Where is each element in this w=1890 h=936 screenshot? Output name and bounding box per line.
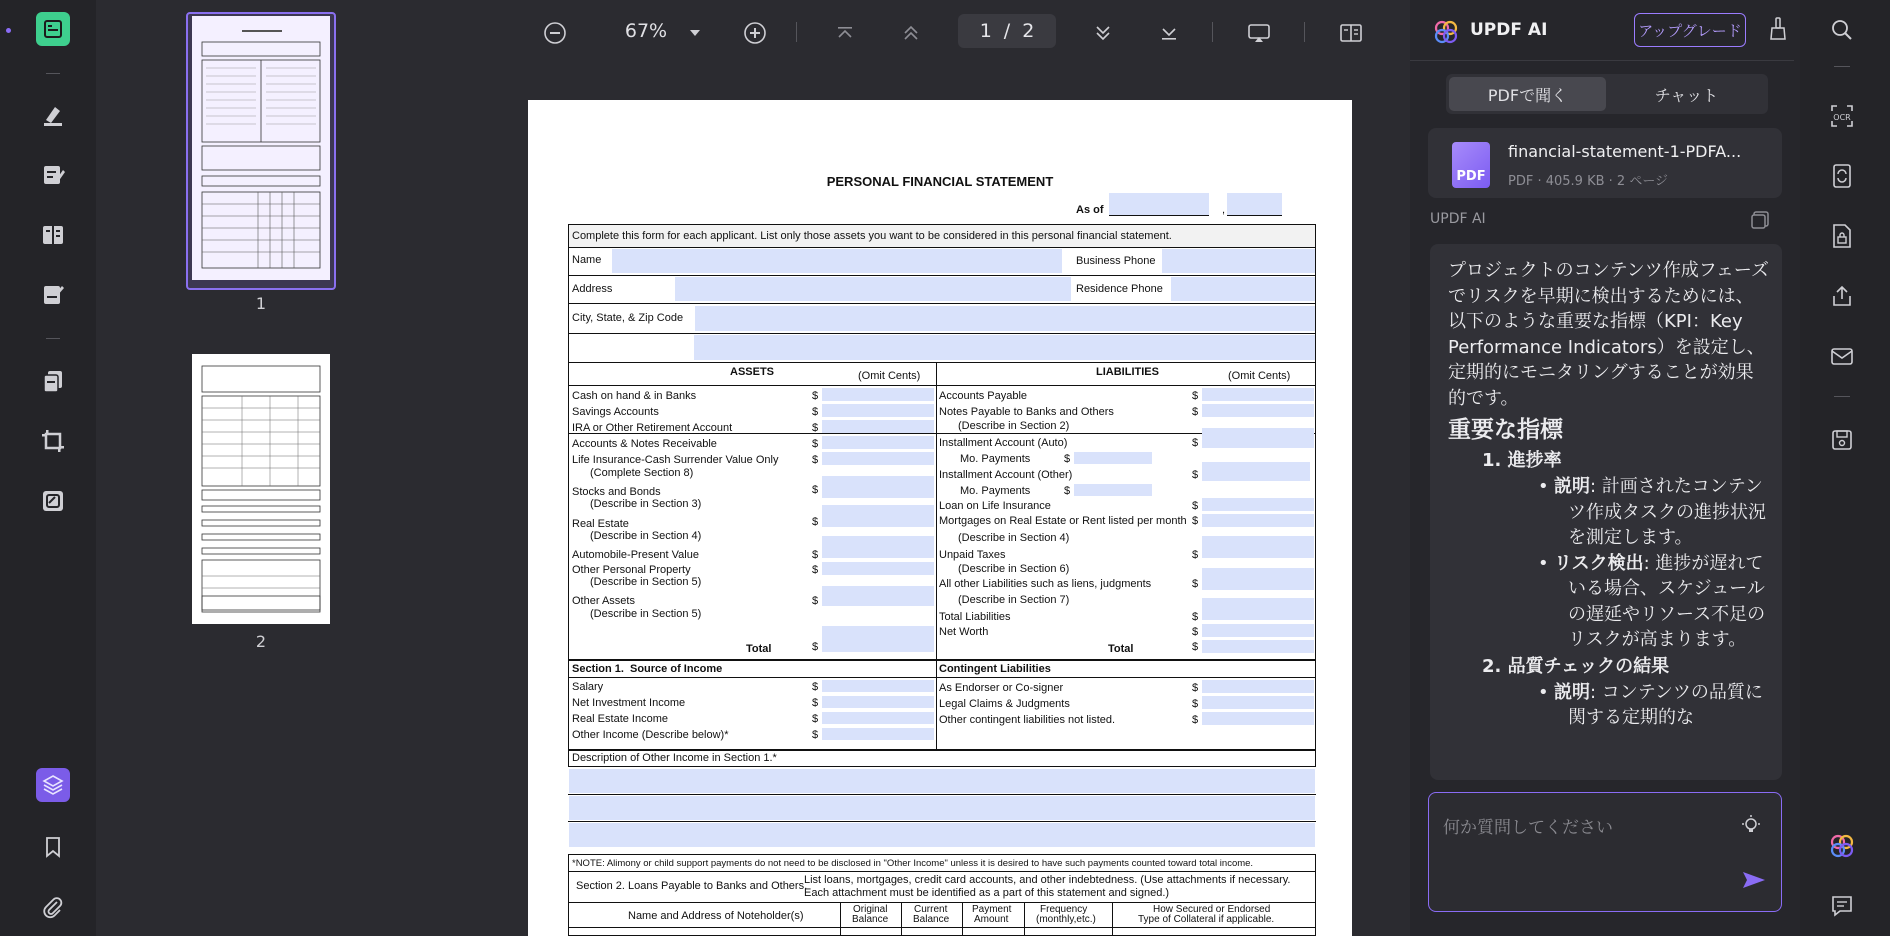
liability-value-field[interactable] — [1202, 428, 1314, 448]
zoom-out-button[interactable] — [542, 20, 568, 46]
asset-label: Life Insurance-Cash Surrender Value Only — [572, 454, 779, 466]
city-field[interactable] — [695, 306, 1315, 331]
bookmark-icon — [42, 835, 64, 859]
liability-label: Mo. Payments — [960, 485, 1031, 497]
dollar: $ — [812, 681, 819, 693]
contingent-row-label: Legal Claims & Judgments — [939, 698, 1070, 710]
document-page — [528, 100, 1352, 936]
bullet-label: リスク検出 — [1554, 552, 1644, 574]
income-label: Net Investment Income — [572, 697, 686, 709]
dollar: $ — [1192, 549, 1199, 561]
thumbnail-1-preview — [192, 16, 330, 280]
dollar: $ — [1192, 626, 1199, 638]
asset-label: (Describe in Section 5) — [590, 576, 702, 588]
col-frequency-2: (monthly,etc.) — [1036, 914, 1096, 925]
dollar: $ — [1192, 682, 1199, 694]
asset-label: Cash on hand & in Banks — [572, 390, 697, 402]
income-label: Salary — [572, 681, 604, 693]
as-of-date-field[interactable] — [1109, 193, 1209, 215]
file-name: financial-statement-1-PDFA... — [1508, 142, 1742, 161]
name-field[interactable] — [612, 249, 1062, 273]
message-list-item: 1. 進捗率 — [1482, 450, 1562, 471]
col-secured-1: How Secured or Endorsed — [1153, 904, 1271, 915]
copy-icon — [1750, 210, 1772, 230]
col-original-1: Original — [853, 904, 888, 915]
comma: , — [1222, 204, 1226, 216]
income-field[interactable] — [822, 696, 934, 708]
file-lock-icon — [1830, 223, 1854, 249]
prompt-ideas-button[interactable] — [1739, 813, 1763, 841]
thumbnail-panel — [96, 0, 406, 936]
liability-value-field[interactable] — [1202, 568, 1314, 590]
zoom-out-icon — [543, 21, 567, 45]
toolbar-divider — [46, 338, 60, 339]
contingent-field[interactable] — [1202, 680, 1314, 693]
save-icon — [1830, 428, 1854, 452]
col-current-1: Current — [914, 904, 948, 915]
first-page-button[interactable] — [832, 20, 858, 46]
comment-tool-button[interactable] — [36, 98, 70, 132]
section2-label: Section 2. Loans Payable to Banks and Others. — [576, 880, 808, 892]
page-thumbnail-1[interactable] — [192, 16, 330, 280]
toolbar-divider — [46, 73, 60, 74]
bullet-label: 説明 — [1554, 476, 1590, 497]
liability-label: (Describe in Section 4) — [958, 532, 1070, 544]
active-indicator — [6, 28, 11, 33]
dollar: $ — [812, 438, 819, 450]
presentation-button[interactable] — [1246, 20, 1272, 46]
assets-omit-cents: (Omit Cents) — [858, 370, 921, 382]
page-number-input[interactable] — [958, 14, 1056, 48]
message-intro: プロジェクトのコンテンツ作成フェーズでリスクを早期に検出するためには、以下のような重要な指標（KPI：Key Performance Indicators）を設定し、定期的にモニタリングすることが効果的です。 — [1448, 260, 1769, 409]
page-thumbnail-2[interactable] — [192, 354, 330, 624]
message-bullet: • 説明: コンテンツの品質に関する定期的な — [1538, 681, 1763, 728]
paperclip-icon — [41, 895, 65, 919]
asset-label: Other Assets — [572, 595, 635, 607]
city-label: City, State, & Zip Code — [572, 312, 684, 324]
edit-pdf-icon — [40, 162, 66, 188]
dollar: $ — [812, 595, 819, 607]
assets-total-field[interactable] — [822, 626, 934, 652]
liability-value-field[interactable] — [1202, 498, 1314, 511]
asset-value-field[interactable] — [822, 420, 934, 433]
form-tool-button[interactable] — [36, 278, 70, 312]
income-field[interactable] — [822, 680, 934, 692]
dollar: $ — [812, 454, 819, 466]
income-field[interactable] — [822, 728, 934, 740]
protect-button[interactable] — [1828, 222, 1856, 250]
thumbnail-2-label: 2 — [255, 632, 267, 651]
message-bullet: • リスク検出: 進捗が遅れている場合、スケジュールの遅延やリソース不足のリスクが高まります。 — [1538, 552, 1766, 650]
asset-value-field[interactable] — [822, 476, 934, 498]
asset-label: (Describe in Section 5) — [590, 608, 702, 620]
address-label: Address — [572, 283, 613, 295]
edit-tool-button[interactable] — [36, 158, 70, 192]
ocr-button[interactable] — [1828, 102, 1856, 130]
liability-label: Mortgages on Real Estate or Rent listed per month — [939, 515, 1187, 527]
tab-chat[interactable]: チャット — [1654, 85, 1719, 105]
email-button[interactable] — [1828, 342, 1856, 370]
dollar: $ — [1064, 485, 1071, 497]
next-page-button[interactable] — [1090, 20, 1116, 46]
attachment-button[interactable] — [36, 890, 70, 924]
dollar: $ — [1192, 641, 1199, 653]
col-noteholder: Name and Address of Noteholder(s) — [628, 910, 804, 922]
total-pages: 2 — [1022, 20, 1035, 42]
page-display-button[interactable] — [1338, 20, 1364, 46]
double-chevron-down-icon — [1092, 22, 1114, 44]
liabilities-total-field[interactable] — [1202, 640, 1314, 653]
contingent-field[interactable] — [1202, 712, 1314, 725]
mo-payment-field[interactable] — [1074, 484, 1152, 496]
other-income-desc-field-2[interactable] — [569, 796, 1315, 820]
ai-panel — [1410, 0, 1800, 936]
ocr-icon — [1829, 103, 1855, 129]
thumbnail-1-label: 1 — [255, 294, 267, 313]
source-income-label: Source of Income — [630, 663, 723, 675]
other-income-desc-label: Description of Other Income in Section 1.* — [572, 752, 777, 764]
share-button[interactable] — [1828, 282, 1856, 310]
asset-label: (Describe in Section 3) — [590, 498, 702, 510]
tab-ask-pdf[interactable]: PDFで聞く — [1449, 77, 1606, 111]
dollar: $ — [1192, 437, 1199, 449]
crop-icon — [40, 428, 66, 454]
liability-label: Installment Account (Other) — [939, 469, 1073, 481]
asset-value-field[interactable] — [822, 586, 934, 606]
last-page-button[interactable] — [1156, 20, 1182, 46]
liabilities-header: LIABILITIES — [1096, 366, 1159, 378]
svg-text:OCR: OCR — [1833, 113, 1851, 122]
instructions: Complete this form for each applicant. List only those assets you want to be considered in this personal financial statement. — [572, 230, 1172, 242]
dollar: $ — [812, 549, 819, 561]
name-label: Name — [572, 254, 602, 266]
dollar: $ — [812, 422, 819, 434]
section2-desc-1: List loans, mortgages, credit card accounts, and other indebtedness. (Use attachments if necessary. — [804, 874, 1291, 886]
search-icon — [1830, 18, 1854, 42]
comment-list-icon — [1830, 894, 1854, 918]
asset-value-field[interactable] — [822, 562, 934, 575]
copy-button[interactable] — [1750, 210, 1772, 234]
toolbar-divider — [1304, 22, 1305, 42]
liability-label: Notes Payable to Banks and Others — [939, 406, 1114, 418]
clear-chat-button[interactable] — [1766, 16, 1790, 46]
liability-label: Net Worth — [939, 626, 989, 638]
caret-down-icon — [688, 28, 702, 38]
toolbar-divider — [796, 22, 797, 42]
liability-value-field[interactable] — [1202, 462, 1310, 481]
dollar: $ — [812, 729, 819, 741]
section1-label: Section 1. — [572, 663, 624, 675]
pdf-file-icon: PDF — [1452, 142, 1490, 188]
layers-button[interactable] — [36, 768, 70, 802]
zoom-dropdown-button[interactable] — [682, 20, 708, 46]
crop-tool-button[interactable] — [36, 424, 70, 458]
bullet-text: : 進捗が遅れている場合、スケジュールの遅延やリソース不足のリスクが高まります。 — [1568, 552, 1766, 650]
convert-tool-button[interactable] — [36, 364, 70, 398]
asset-value-field[interactable] — [822, 388, 934, 401]
reader-icon — [42, 18, 64, 40]
lightbulb-icon — [1739, 813, 1763, 837]
section2-desc-2: Each attachment must be identified as a part of this statement and signed.) — [804, 887, 1170, 899]
current-page: 1 — [979, 20, 992, 42]
updf-ai-button[interactable] — [1828, 832, 1856, 860]
residence-phone-label: Residence Phone — [1076, 283, 1163, 295]
thumbnail-2-preview — [192, 354, 330, 624]
asset-value-field[interactable] — [822, 536, 934, 558]
asset-label: Stocks and Bonds — [572, 486, 661, 498]
first-page-icon — [834, 22, 856, 44]
asset-label: Other Personal Property — [572, 564, 691, 576]
liabilities-omit-cents: (Omit Cents) — [1228, 370, 1291, 382]
layers-copy-icon — [40, 488, 66, 514]
dollar: $ — [1192, 406, 1199, 418]
upgrade-button[interactable]: アップグレード — [1634, 13, 1746, 47]
updf-ai-logo-icon — [1432, 18, 1460, 50]
asset-value-field[interactable] — [822, 452, 934, 465]
col-frequency-1: Frequency — [1040, 904, 1088, 915]
dollar: $ — [812, 390, 819, 402]
dollar: $ — [812, 406, 819, 418]
zoom-in-icon — [743, 21, 767, 45]
watermark-tool-button[interactable] — [36, 484, 70, 518]
note-text: *NOTE: Alimony or child support payments do not need to be disclosed in "Other Income" unless it is desired to have such payments counted toward total income. — [572, 858, 1254, 869]
presentation-icon — [1246, 21, 1272, 45]
convert-icon — [40, 368, 66, 394]
residence-phone-field[interactable] — [1171, 277, 1315, 301]
liability-label: All other Liabilities such as liens, judgments — [939, 578, 1152, 590]
search-button[interactable] — [1828, 16, 1856, 44]
zoom-in-button[interactable] — [742, 20, 768, 46]
bullet-text: : 計画されたコンテンツ作成タスクの進捗状況を測定します。 — [1568, 476, 1766, 548]
liability-label: Loan on Life Insurance — [939, 500, 1051, 512]
page-separator: / — [1003, 20, 1011, 42]
liability-label: Installment Account (Auto) — [939, 437, 1068, 449]
asset-value-field[interactable] — [822, 505, 934, 527]
asset-label: IRA or Other Retirement Account — [572, 422, 733, 434]
comments-list-button[interactable] — [1828, 892, 1856, 920]
liability-value-field[interactable] — [1202, 388, 1314, 401]
dollar: $ — [1192, 469, 1199, 481]
dollar: $ — [812, 484, 819, 496]
asset-label: Real Estate — [572, 518, 629, 530]
convert-pdf-button[interactable] — [1828, 162, 1856, 190]
other-income-desc-field-3[interactable] — [569, 823, 1315, 847]
dollar: $ — [1192, 714, 1199, 726]
left-toolbar — [0, 0, 96, 936]
assets-header: ASSETS — [730, 366, 775, 378]
liability-value-field[interactable] — [1202, 404, 1314, 417]
right-sidebar — [1800, 0, 1890, 936]
dollar: $ — [812, 713, 819, 725]
asset-label: Savings Accounts — [572, 406, 659, 418]
top-toolbar — [406, 0, 1410, 66]
share-icon — [1830, 284, 1854, 308]
liability-label: (Describe in Section 2) — [958, 420, 1070, 432]
ai-message — [1430, 244, 1782, 780]
bullet-label: 説明 — [1554, 681, 1590, 703]
asset-label: Accounts & Notes Receivable — [572, 438, 717, 450]
ai-title: UPDF AI — [1470, 20, 1548, 40]
other-income-desc-field-1[interactable] — [569, 769, 1315, 793]
organize-pages-icon — [40, 222, 66, 248]
highlighter-icon — [40, 102, 66, 128]
assets-total-label: Total — [746, 643, 772, 655]
toolbar-divider — [1834, 396, 1850, 397]
liability-value-field[interactable] — [1202, 598, 1314, 620]
liability-value-field[interactable] — [1202, 514, 1314, 527]
organize-tool-button[interactable] — [36, 218, 70, 252]
asset-value-field[interactable] — [822, 404, 934, 417]
contingent-row-label: As Endorser or Co-signer — [939, 682, 1064, 694]
dollar: $ — [812, 641, 819, 653]
dollar: $ — [1192, 515, 1199, 527]
income-label: Real Estate Income — [572, 713, 668, 725]
dollar: $ — [1192, 578, 1199, 590]
dollar: $ — [1064, 453, 1071, 465]
liability-label: Accounts Payable — [939, 390, 1028, 402]
file-card[interactable] — [1428, 128, 1782, 198]
ai-response-label: UPDF AI — [1430, 211, 1486, 227]
contingent-field[interactable] — [1202, 696, 1314, 709]
dollar: $ — [1192, 698, 1199, 710]
message-list-item: 2. 品質チェックの結果 — [1482, 655, 1670, 677]
col-secured-2: Type of Collateral if applicable. — [1138, 914, 1275, 925]
ai-mode-tabs — [1446, 74, 1768, 114]
layers-icon — [41, 773, 65, 797]
reader-mode-button[interactable] — [36, 12, 70, 46]
city-field-2[interactable] — [694, 335, 1315, 360]
file-convert-icon — [1830, 163, 1854, 189]
col-current-2: Balance — [913, 914, 950, 925]
contingent-row-label: Other contingent liabilities not listed. — [939, 714, 1116, 726]
mail-icon — [1830, 345, 1854, 367]
send-button[interactable] — [1741, 869, 1767, 895]
business-phone-label: Business Phone — [1076, 255, 1156, 267]
liability-label: (Describe in Section 6) — [958, 563, 1070, 575]
income-field[interactable] — [822, 712, 934, 724]
bullet-text: : コンテンツの品質に関する定期的な — [1568, 681, 1763, 728]
dollar: $ — [812, 697, 819, 709]
address-field[interactable] — [675, 277, 1071, 301]
liability-value-field[interactable] — [1202, 536, 1314, 558]
double-chevron-up-icon — [900, 22, 922, 44]
dollar: $ — [812, 564, 819, 576]
liability-label: (Describe in Section 7) — [958, 594, 1070, 606]
bookmark-button[interactable] — [36, 830, 70, 864]
business-phone-field[interactable] — [1162, 249, 1315, 273]
dollar: $ — [1192, 390, 1199, 402]
last-page-icon — [1158, 22, 1180, 44]
col-payment-2: Amount — [974, 914, 1009, 925]
net-worth-field[interactable] — [1202, 624, 1314, 637]
ai-question-input[interactable] — [1428, 792, 1782, 912]
as-of-label: As of — [1076, 204, 1104, 216]
asset-label: (Complete Section 8) — [590, 467, 694, 479]
input-placeholder: 何か質問してください — [1443, 818, 1613, 838]
save-button[interactable] — [1828, 426, 1856, 454]
form-icon — [40, 282, 66, 308]
asset-label: Automobile-Present Value — [572, 549, 699, 561]
file-meta: PDF · 405.9 KB · 2 ページ — [1508, 174, 1669, 189]
asset-value-field[interactable] — [822, 436, 934, 449]
dollar: $ — [1192, 500, 1199, 512]
liabilities-total-label: Total — [1108, 643, 1134, 655]
broom-icon — [1766, 16, 1790, 42]
liability-label: Total Liabilities — [939, 611, 1011, 623]
updf-ai-icon — [1828, 832, 1856, 860]
contingent-label: Contingent Liabilities — [939, 663, 1051, 675]
mo-payment-field[interactable] — [1074, 452, 1152, 464]
col-original-2: Balance — [852, 914, 889, 925]
toolbar-divider — [1212, 22, 1213, 42]
income-label: Other Income (Describe below)* — [572, 729, 729, 741]
send-icon — [1741, 869, 1767, 891]
toolbar-divider — [1834, 66, 1850, 67]
asset-label: (Describe in Section 4) — [590, 530, 702, 542]
message-bullet: • 説明: 計画されたコンテンツ作成タスクの進捗状況を測定します。 — [1538, 476, 1766, 548]
doc-title: PERSONAL FINANCIAL STATEMENT — [826, 174, 1054, 189]
dollar: $ — [1192, 611, 1199, 623]
liability-label: Unpaid Taxes — [939, 549, 1006, 561]
previous-page-button[interactable] — [898, 20, 924, 46]
book-icon — [1338, 21, 1364, 45]
as-of-year-field[interactable] — [1227, 193, 1282, 215]
col-payment-1: Payment — [972, 904, 1012, 915]
liability-label: Mo. Payments — [960, 453, 1031, 465]
dollar: $ — [812, 516, 819, 528]
zoom-level[interactable]: 67% — [624, 20, 668, 42]
message-heading: 重要な指標 — [1448, 417, 1563, 443]
